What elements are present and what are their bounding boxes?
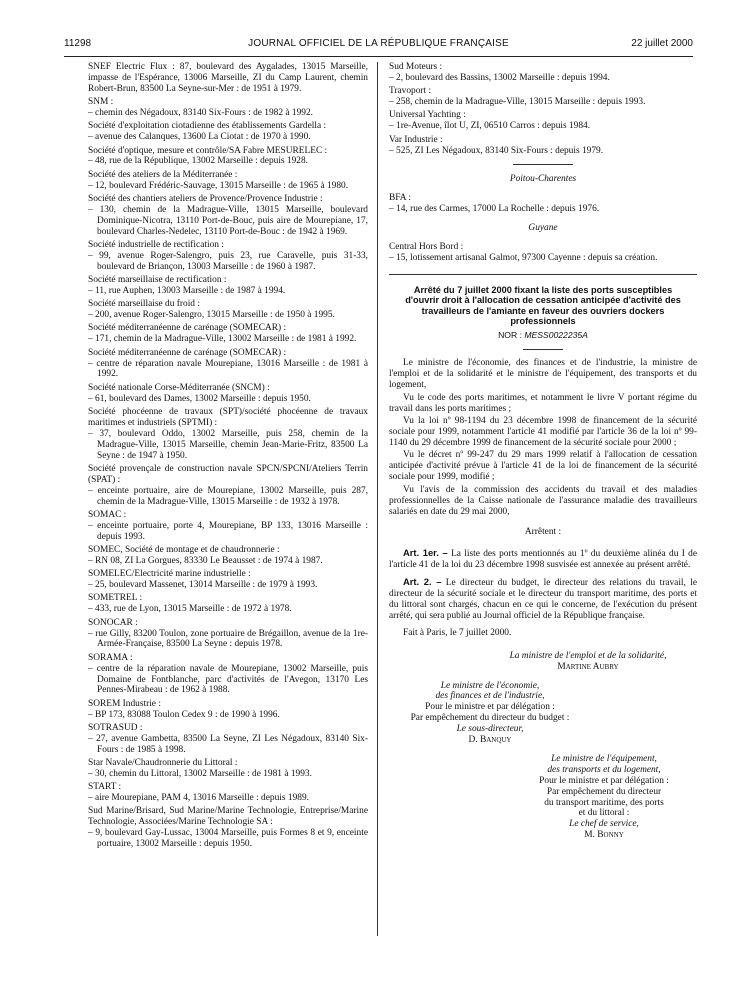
company-entry (88, 569, 368, 591)
company-entry (88, 618, 368, 651)
company-name: Société méditerranéenne de carénage (SOMECAR) : (88, 347, 287, 358)
sig1-role: La ministre de l'emploi et de la solidarité, (509, 650, 667, 661)
company-address: – BP 173, 83088 Toulon Cedex 9 : de 1990 à 1996. (88, 709, 280, 720)
company-address: – 14, rue des Carmes, 17000 La Rochelle : depuis 1976. (389, 204, 600, 215)
company-entry (88, 464, 368, 508)
company-address: – 30, chemin du Littoral, 13002 Marseille : de 1981 à 1993. (88, 768, 312, 779)
company-address: – centre de réparation navale Mourepiane, 13016 Marseille : de 1981 à 1992. (88, 358, 368, 380)
company-entry (88, 170, 368, 192)
company-address: – RN 08, ZI La Gorgues, 83330 Le Beausset : de 1974 à 1987. (88, 555, 323, 566)
company-name: Star Navale/Chaudronnerie du Littoral : (88, 758, 238, 769)
company-name: START : (88, 782, 122, 793)
company-entry (389, 110, 697, 132)
company-name: Universal Yachting : (389, 110, 466, 121)
company-entry (88, 194, 368, 238)
company-address: – 9, boulevard Gay-Lussac, 13004 Marseille, puis Formes 8 et 9, enceinte portuaire, 13002 Marseille : depuis 1950. (88, 828, 368, 850)
company-entry (389, 242, 697, 264)
company-entry (88, 758, 368, 780)
company-name: Société phocéenne de travaux (SPT)/société phocéenne de travaux maritimes et industriels (SPTMI) : (88, 406, 368, 428)
sig3-role2: des transports et du logement, (547, 764, 661, 775)
nor-label: NOR : (498, 330, 522, 341)
company-name: Central Hors Bord : (389, 242, 464, 253)
nor-reference (389, 330, 697, 341)
company-name: Société des chantiers ateliers de Provence/Provence Industrie : (88, 193, 323, 204)
company-address: – 27, avenue Gambetta, 83500 La Seyne, ZI Les Négadoux, 83140 Six-Fours : de 1985 à 1998. (88, 733, 368, 755)
company-address: – centre de la réparation navale de Mourepiane, 13002 Marseille, puis Domaine de Fontblanche, parc d'activités de l'Avegon, 13170 Les Pennes-Mirabeau : de 1962 à 1988. (88, 663, 368, 696)
company-entry (389, 193, 697, 215)
company-address: – 48, rue de la République, 13002 Marseille : depuis 1928. (88, 156, 309, 167)
sig3-line7: Le chef de service, (569, 819, 639, 830)
section-rule (389, 274, 697, 275)
company-address: – chemin des Négadoux, 83140 Six-Fours : de 1982 à 1992. (88, 108, 313, 119)
company-address: – enceinte portuaire, aire de Mourepiane, 13002 Marseille, puis 287, chemin de la Madrague-Ville, 13015 Marseille : de 1932 à 1978. (88, 485, 368, 507)
company-name: SOMEC, Société de montage et de chaudronnerie : (88, 545, 280, 556)
sig2-role2: des finances et de l'industrie, (435, 691, 545, 702)
company-address: – 99, avenue Roger-Salengro, puis 23, rue Caravelle, puis 31-33, boulevard de Briançon, 13003 Marseille : de 1960 à 1987. (88, 250, 368, 272)
right-entries-list (389, 62, 697, 156)
company-name: Société nationale Corse-Méditerranée (SNCM) : (88, 382, 270, 393)
company-address: – 525, ZI Les Négadoux, 83140 Six-Fours : depuis 1979. (389, 145, 604, 156)
arretent-heading: Arrêtent : (524, 527, 562, 538)
company-name: SONOCAR : (88, 617, 138, 628)
company-address: – 171, chemin de la Madrague-Ville, 13002 Marseille : de 1981 à 1992. (88, 334, 357, 345)
company-address: – 433, rue de Lyon, 13015 Marseille : de 1972 à 1978. (88, 604, 292, 615)
signature-equipement (509, 754, 699, 841)
region1-entries-list (389, 193, 697, 215)
article-2-text: Le directeur du budget, le directeur des relations du travail, le directeur de la sécurité sociale et le directeur du transport maritime, des ports et du littoral sont chargés, chacun en ce qui le concerne, de l'exécution du présent arrêté, qui sera publié au Journal officiel de la République française. (389, 578, 697, 621)
company-name: Sud Marine/Brisard, Sud Marine/Marine Technologie, Entreprise/Marine Technologie, Associées/Marine Technologie SA : (88, 806, 368, 828)
arrete-preamble (389, 358, 697, 517)
company-name: Société marseillaise du froid : (88, 299, 200, 310)
company-address: – 12, boulevard Frédéric-Sauvage, 13015 Marseille : de 1965 à 1980. (88, 180, 349, 191)
article-1 (389, 548, 697, 571)
company-address: – 2, boulevard des Bassins, 13002 Marseille : depuis 1994. (389, 72, 610, 83)
company-name: SNEF Electric Flux : 87, boulevard des Aygalades, 13015 Marseille, impasse de l'Espérance, 13006 Marseille, ZI du Camp Laurent, chemin Robert-Brun, 83500 La Seyne-sur-Mer : de 1951 à 1979. (88, 62, 368, 94)
sig3-line3: Pour le ministre et par délégation : (539, 775, 669, 786)
company-entry (88, 62, 368, 95)
company-address: – 15, lotissement artisanal Galmot, 97300 Cayenne : depuis sa création. (389, 252, 658, 263)
company-entry (389, 135, 697, 157)
sig3-line6: et du littoral : (578, 808, 630, 819)
preamble-paragraph: Vu la loi nº 98-1194 du 23 décembre 1998 de financement de la sécurité sociale pour 1999, notamment l'article 41 modifié par l'article 36 de la loi nº 99-1140 du 29 décembre 1999 de financement de la sécurité sociale pour 2000 ; (389, 416, 697, 448)
column-divider (377, 62, 378, 936)
company-entry (88, 723, 368, 756)
sig2-line4: Par empêchement du directeur du budget : (410, 713, 570, 724)
sig3-line4: Par empêchement du directeur (546, 786, 662, 797)
right-column (389, 62, 697, 841)
company-address: – 25, boulevard Massenet, 13014 Marseille : de 1979 à 1993. (88, 580, 318, 591)
company-address: – 200, avenue Roger-Salengro, 13015 Marseille : de 1950 à 1995. (88, 310, 335, 321)
article-2-label: Art. 2. – (403, 576, 442, 588)
company-entry (88, 97, 368, 119)
company-name: SOREM Industrie : (88, 698, 161, 709)
company-entry (88, 323, 368, 345)
header-rule (64, 56, 693, 57)
company-entry (88, 240, 368, 273)
signature-emploi (479, 651, 697, 673)
company-entry (88, 806, 368, 850)
preamble-paragraph: Vu le décret nº 99-247 du 29 mars 1999 relatif à l'allocation de cessation anticipée d'activité prévue à l'article 41 de la loi de financement de la sécurité sociale pour 1999, modifié ; (389, 450, 697, 483)
region-heading-guyane: Guyane (528, 223, 558, 234)
sig2-role1: Le ministre de l'économie, (440, 680, 540, 691)
company-name: Société marseillaise de rectification : (88, 275, 227, 286)
company-entry (88, 348, 368, 381)
page-header (64, 38, 693, 54)
preamble-paragraph: Vu le code des ports maritimes, et notamment le livre V portant régime du travail dans les ports maritimes ; (389, 392, 697, 414)
company-entry (88, 699, 368, 721)
company-name: Société méditerranéenne de carénage (SOMECAR) : (88, 323, 287, 334)
company-name: SOMELEC/Electricité marine industrielle : (88, 569, 251, 580)
page-number: 11298 (64, 38, 92, 49)
company-address: – avenue des Calanques, 13600 La Ciotat : de 1970 à 1990. (88, 132, 311, 143)
company-address: – 1re-Avenue, îlot U, ZI, 06510 Carros : depuis 1984. (389, 121, 591, 132)
company-name: Société provençale de construction navale SPCN/SPCNI/Ateliers Terrin (SPAT) : (88, 463, 368, 485)
left-column (88, 62, 368, 852)
fait-a-paris: Fait à Paris, le 7 juillet 2000. (403, 627, 512, 638)
company-name: SOMETREL : (88, 593, 143, 604)
issue-date: 22 juillet 2000 (631, 38, 693, 49)
company-name: Société des ateliers de la Méditerranée : (88, 169, 238, 180)
company-entry (88, 545, 368, 567)
company-address: – 11, rue Auphen, 13003 Marseille : de 1987 à 1994. (88, 285, 286, 296)
company-entry (88, 593, 368, 615)
company-entry (389, 86, 697, 108)
company-entry (88, 407, 368, 462)
company-address: – 130, chemin de la Madrague-Ville, 13015 Marseille, boulevard Dominique-Nicotra, 13110 Port-de-Bouc, puis aire de Mourepiane, 17, boulevard Charles-Nedelec, 13110 Port-de-Bouc : de 1942 à 1969. (88, 204, 368, 237)
company-name: BFA : (389, 193, 411, 204)
company-entry (88, 782, 368, 804)
sig1-name: Martine Aubry (557, 661, 619, 672)
company-name: Société d'exploitation ciotadienne des établissements Gardella : (88, 121, 327, 132)
preamble-paragraph: Le ministre de l'économie, des finances et de l'industrie, la ministre de l'emploi et de la solidarité et le ministre de l'équipement, des transports et du logement, (389, 358, 697, 391)
article-2 (389, 577, 697, 622)
company-name: SOMAC : (88, 509, 127, 520)
journal-title: JOURNAL OFFICIEL DE LA RÉPUBLIQUE FRANÇAISE (248, 38, 509, 49)
company-address: – rue Gilly, 83200 Toulon, zone portuaire de Brégaillon, avenue de la 1re-Armée-Française, 83500 La Seyne : depuis 1978. (88, 628, 368, 650)
company-address: – enceinte portuaire, porte 4, Mourepiane, BP 133, 13016 Marseille : depuis 1993. (88, 520, 368, 542)
region2-entries-list (389, 242, 697, 264)
company-name: SORAMA : (88, 652, 133, 663)
company-entry (88, 299, 368, 321)
company-entry (88, 653, 368, 697)
article-1-label: Art. 1er. – (403, 547, 448, 559)
signature-economie (395, 681, 585, 746)
preamble-paragraph: Vu l'avis de la commission des accidents du travail et des maladies professionnelles de la Caisse nationale de l'assurance maladie des travailleurs salariés en date du 29 mai 2000, (389, 484, 697, 517)
sig2-line5: Le sous-directeur, (456, 724, 524, 735)
region-separator (513, 164, 573, 165)
company-name: Société d'optique, mesure et contrôle/SA Fabre MESURELEC : (88, 145, 328, 156)
nor-rule (523, 349, 563, 350)
company-entry (88, 146, 368, 168)
company-address: – 258, chemin de la Madrague-Ville, 13015 Marseille : depuis 1993. (389, 97, 646, 108)
company-name: SOTRASUD : (88, 722, 143, 733)
sig3-name: M. Bonny (584, 830, 624, 841)
company-address: – 61, boulevard des Dames, 13002 Marseille : depuis 1950. (88, 393, 311, 404)
article-1-text: La liste des ports mentionnés au 1º du deuxième alinéa du I de l'article 41 de la loi du 23 décembre 1998 susvisée est annexée au présent arrêté. (389, 549, 698, 571)
company-name: Var Industrie : (389, 134, 443, 145)
company-entry (88, 121, 368, 143)
company-entry (88, 275, 368, 297)
company-name: Sud Moteurs : (389, 62, 443, 72)
company-entry (88, 510, 368, 543)
company-address: – 37, boulevard Oddo, 13002 Marseille, puis 258, chemin de la Madrague-Ville, 13015 Marseille, chemin Jean-Marie-Fritz, 83500 La Seyne : de 1947 à 1950. (88, 428, 368, 461)
sig3-role1: Le ministre de l'équipement, (551, 753, 657, 764)
company-name: Société industrielle de rectification : (88, 239, 224, 250)
sig2-line3: Pour le ministre et par délégation : (425, 702, 555, 713)
company-entry (389, 62, 697, 84)
company-name: Travoport : (389, 86, 432, 97)
arrete-title: Arrêté du 7 juillet 2000 fixant la liste des ports susceptibles d'ouvrir droit à l'allocation de cessation anticipée d'activité des travailleurs de l'amiante en faveur des ouvriers dockers professionnels (405, 284, 681, 327)
company-address: – aire Mourepiane, PAM 4, 13016 Marseille : depuis 1989. (88, 793, 309, 804)
sig3-line5: du transport maritime, des ports (544, 797, 664, 808)
company-name: SNM : (88, 97, 114, 108)
region-heading-poitou: Poitou-Charentes (509, 174, 577, 185)
sig2-name: D. Banquy (468, 735, 512, 746)
company-entry (88, 383, 368, 405)
nor-code: MESS0022235A (524, 330, 588, 341)
